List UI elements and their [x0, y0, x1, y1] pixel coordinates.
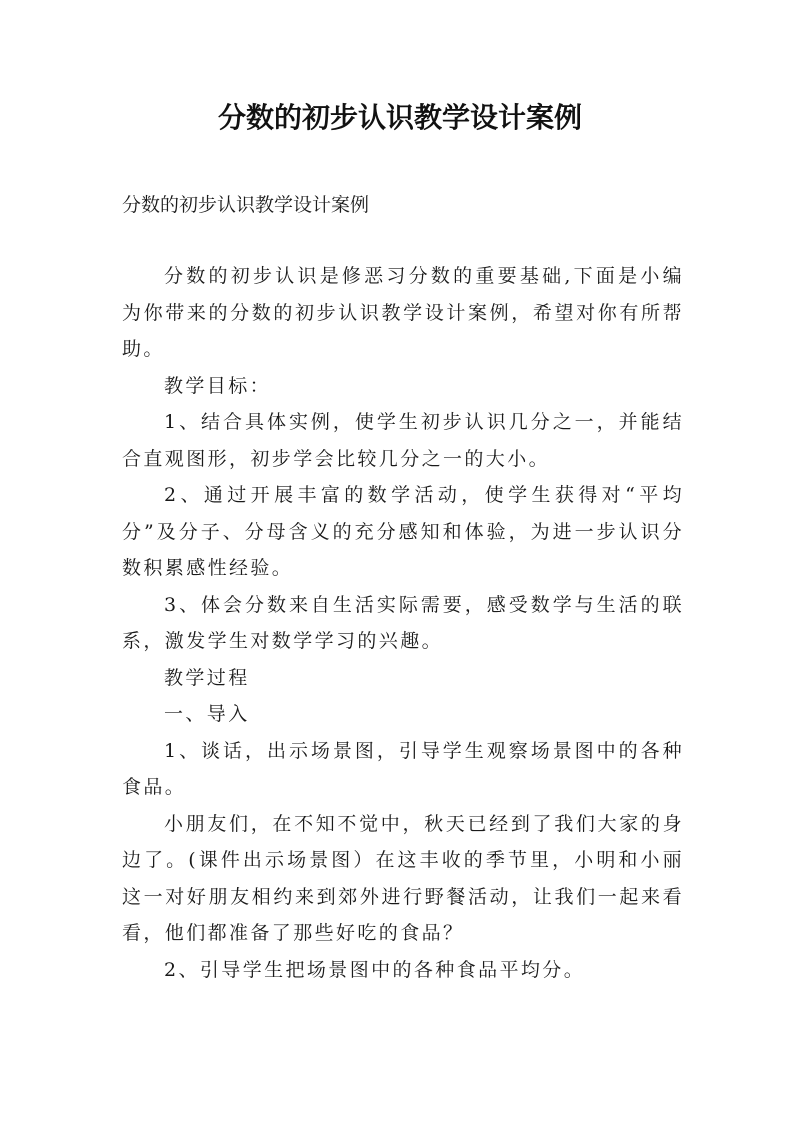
- process-step-2: 2、引导学生把场景图中的各种食品平均分。: [164, 958, 586, 981]
- subsection-heading-intro: 一、导入: [164, 703, 250, 725]
- document-subtitle: 分数的初步认识教学设计案例: [122, 194, 370, 216]
- process-dialogue-paragraph: 小朋友们，在不知不觉中，秋天已经到了我们大家的身边了。(课件出示场景图）在这丰收的季节里，小明和小丽这一对好朋友相约来到郊外进行野餐活动，让我们一起来看看，他们都准备了那些好吃的食品？: [122, 812, 684, 944]
- document-body: [122, 258, 684, 988]
- objective-item-1: 1、结合具体实例，使学生初步认识几分之一，并能结合直观图形，初步学会比较几分之一的大小。: [122, 411, 684, 470]
- document-title: 分数的初步认识教学设计案例: [217, 101, 582, 134]
- section-heading-objectives: 教学目标：: [164, 374, 272, 397]
- intro-paragraph: 分数的初步认识是修恶习分数的重要基础,下面是小编为你带来的分数的初步认识教学设计案例，希望对你有所帮助。: [122, 265, 684, 360]
- process-step-1: 1、谈话，出示场景图，引导学生观察场景图中的各种食品。: [122, 739, 684, 798]
- objective-item-3: 3、体会分数来自生活实际需要，感受数学与生活的联系，激发学生对数学学习的兴趣。: [122, 593, 684, 652]
- section-heading-process: 教学过程: [164, 666, 250, 689]
- objective-item-2: 2、通过开展丰富的数学活动，使学生获得对“平均分”及分子、分母含义的充分感知和体验，为进一步认识分数积累感性经验。: [122, 484, 684, 579]
